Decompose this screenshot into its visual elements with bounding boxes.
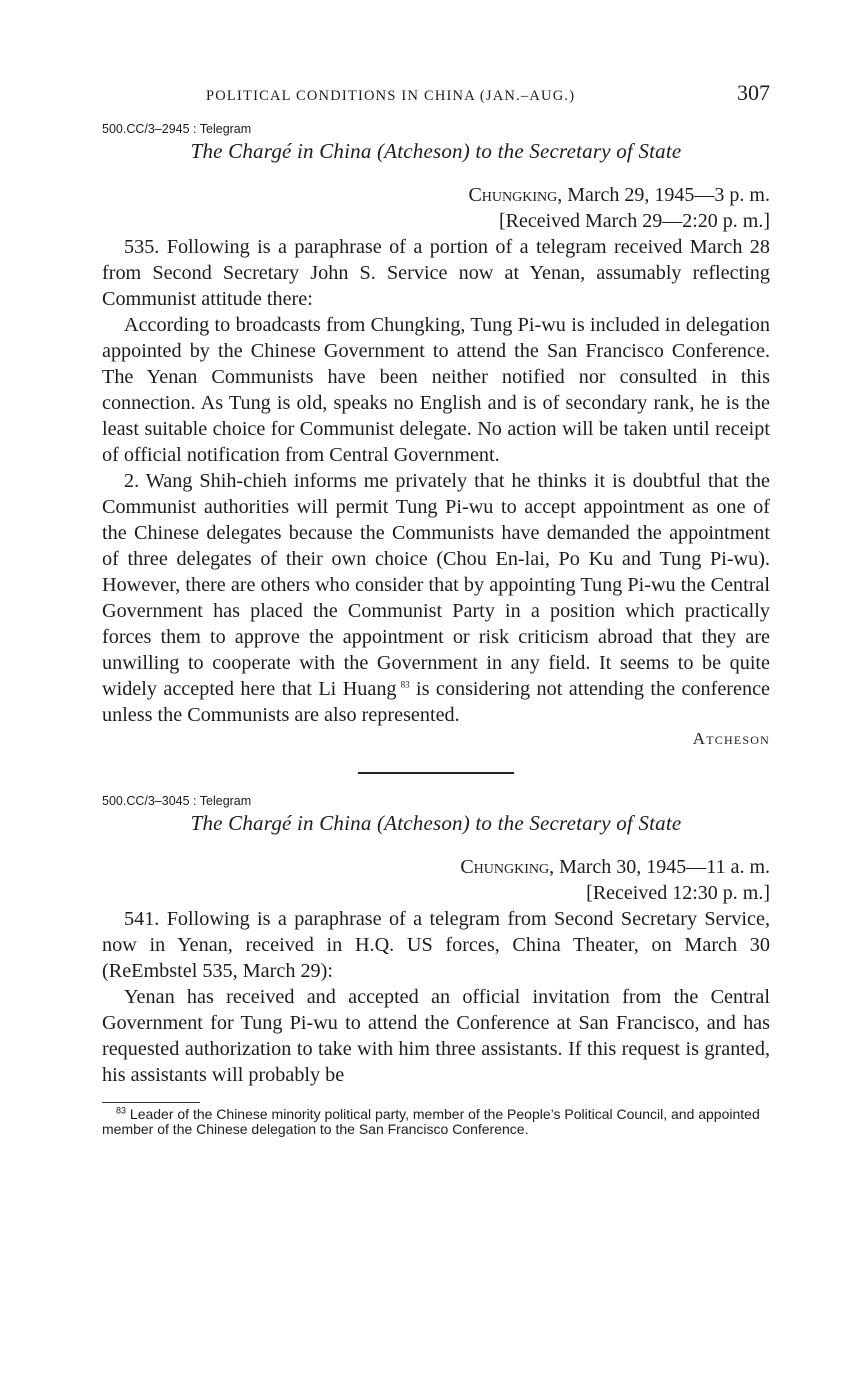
paragraph-text: 2. Wang Shih-chieh informs me privately that he thinks it is doubtful that the Communist authorities will permit Tung Pi-wu to accept appointment as one of the Chinese delegates because the Communists have demanded the appointment of three delegates of their own choice (Chou En-lai, Po Ku and Tung Pi-wu). However, there are others who consider that by appointing Tung Pi-wu the Central Government has placed the Communist Party in a position which practically forces them to approve the appointment or risk criticism abroad that they are unwilling to cooperate with the Government in any field. It seems to be quite widely accepted here that Li Huang xyxy=(102,470,770,700)
footnote xyxy=(102,1107,770,1137)
place: Chungking, xyxy=(468,184,563,206)
received-line: [Received March 29—2:20 p. m.] xyxy=(498,210,770,232)
page-number: 307 xyxy=(737,80,770,105)
running-head xyxy=(102,78,770,114)
file-reference: 500.CC/3–2945 : Telegram xyxy=(102,122,252,136)
file-reference: 500.CC/3–3045 : Telegram xyxy=(102,794,252,808)
document-title: The Chargé in China (Atcheson) to the Secretary of State xyxy=(190,811,682,835)
date: March 29, 1945—3 p. m. xyxy=(562,184,770,206)
telegram-541 xyxy=(102,794,770,1088)
place-date xyxy=(102,854,770,880)
footnote-text: Leader of the Chinese minority political party, member of the People’s Political Council, and appointed member of the Chinese delegation to the San Francisco Conference. xyxy=(102,1106,760,1137)
paragraph-broadcasts: According to broadcasts from Chungking, Tung Pi-wu is included in delegation appointed by the Chinese Government to attend the San Francisco Conference. The Yenan Communists have been neither notified nor consulted in this connection. As Tung is old, speaks no English and is of secondary rank, he is the least suitable choice for Communist delegate. No action will be taken until receipt of official notification from Central Government. xyxy=(102,314,770,466)
running-head-title: POLITICAL CONDITIONS IN CHINA (JAN.–AUG.) xyxy=(206,88,576,104)
place: Chungking, xyxy=(460,856,555,878)
paragraph-invitation: Yenan has received and accepted an official invitation from the Central Government for Tung Pi-wu to attend the Conference at San Francisco, and has requested authorization to take with him three assistants. If this request is granted, his assistants will probably be xyxy=(102,986,770,1086)
paragraph-wang xyxy=(102,468,770,728)
footnote-mark: 83 xyxy=(116,1105,127,1116)
section-separator xyxy=(358,772,514,774)
place-date xyxy=(102,182,770,208)
footnote-rule xyxy=(102,1102,200,1103)
footnote-reference: 83 xyxy=(400,679,410,690)
received-line: [Received 12:30 p. m.] xyxy=(586,882,770,904)
telegram-535 xyxy=(102,122,770,750)
signature: Atcheson xyxy=(692,729,770,748)
document-title: The Chargé in China (Atcheson) to the Secretary of State xyxy=(190,139,682,163)
document-page xyxy=(102,78,770,1137)
date: March 30, 1945—11 a. m. xyxy=(554,856,770,878)
paragraph-text-end: is considering not attending the conference unless the Communists are also represented. xyxy=(102,678,770,726)
dateline xyxy=(102,854,770,906)
paragraph-intro: 541. Following is a paraphrase of a telegram from Second Secretary Service, now in Yenan, received in H.Q. US forces, China Theater, on March 30 (ReEmbstel 535, March 29): xyxy=(102,908,770,982)
dateline xyxy=(102,182,770,234)
paragraph-intro: 535. Following is a paraphrase of a portion of a telegram received March 28 from Second Secretary John S. Service now at Yenan, assumably reflecting Communist attitude there: xyxy=(102,236,770,310)
